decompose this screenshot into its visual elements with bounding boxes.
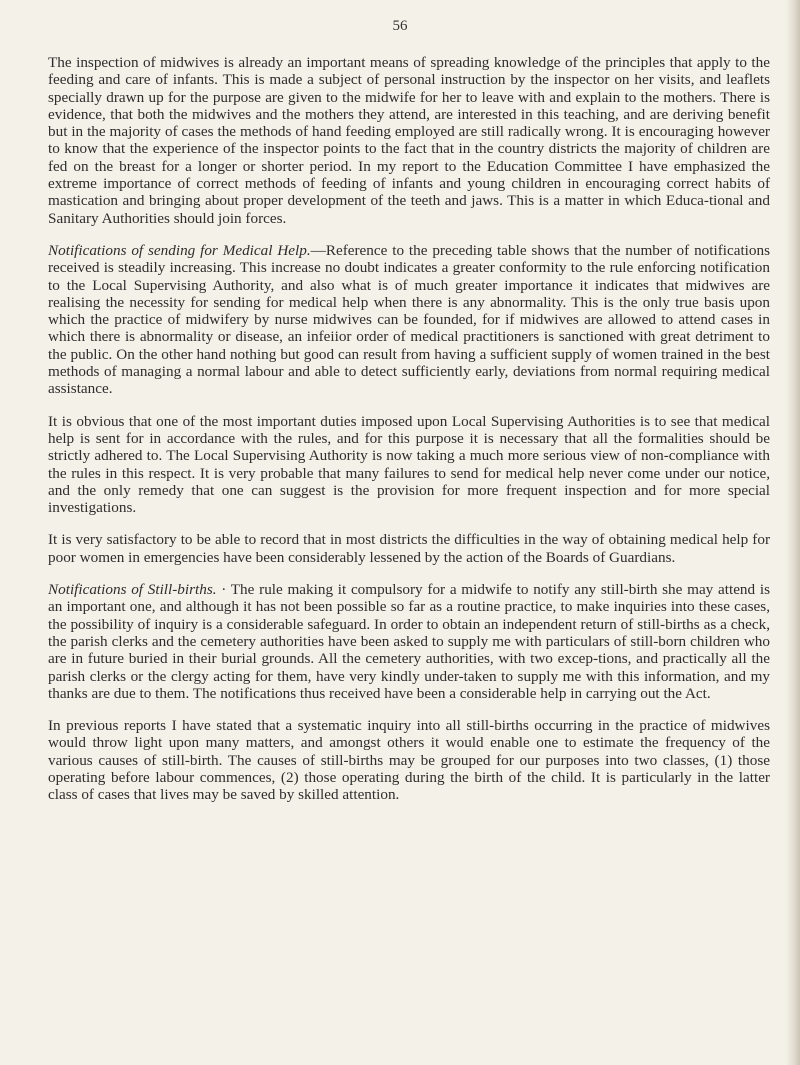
paragraph-infant-feeding xyxy=(48,54,770,227)
paragraph-supervising-duties xyxy=(48,413,770,517)
paragraph-guardians xyxy=(48,531,770,566)
paragraph-still-births-notifications xyxy=(48,581,770,702)
page-edge-shadow xyxy=(786,0,800,1065)
paragraph-text: In previous reports I have stated that a systematic inquiry into all still-births occurring in the practice of midwives would throw light upon many matters, and amongst others it would enable one to estimate the frequency of the various causes of still-birth. The causes of still-births may be grouped for our purposes into two classes, (1) those operating before labour commences, (2) those operating during the birth of the child. It is particularly in the latter class of cases that lives may be saved by skilled attention. xyxy=(48,717,770,804)
document-body xyxy=(48,54,770,819)
section-heading-medical-help: Notifications of sending for Medical Help. xyxy=(48,241,311,259)
paragraph-still-births-inquiry xyxy=(48,717,770,803)
paragraph-text: The inspection of midwives is already an important means of spreading knowledge of the principles that apply to the feeding and care of infants. This is made a subject of personal instruction by the inspector on her visits, and leaflets specially drawn up for the purpose are given to the midwife for her to leave with and explain to the mothers. There is evidence, that both the midwives and the mothers they attend, are interested in this teaching, and are deriving benefit but in the majority of cases the methods of hand feeding employed are still radically wrong. It is encouraging however to know that the experience of the inspector points to the fact that in the country districts the majority of children are fed on the breast for a longer or shorter period. In my report to the Education Committee I have emphasized the extreme importance of correct methods of feeding of infants and young children in encouraging correct habits of mastication and bringing about proper development of the teeth and jaws. This is a matter in which Educa-tional and Sanitary Authorities should join forces. xyxy=(48,54,770,227)
page-number: 56 xyxy=(392,18,408,34)
paragraph-text: · The rule making it compulsory for a midwife to notify any still-birth she may attend is an important one, and although it has not been possible so far as a routine practice, to make inquiries into these cases, the possibility of inquiry is a considerable safeguard. In order to obtain an independent return of still-births as a check, the parish clerks and the cemetery authorities have been asked to supply me with particulars of still-born children who are in future buried in their burial grounds. All the cemetery authorities, with two excep-tions, and practically all the parish clerks or the clergy acting for them, have very kindly under-taken to supply me with this information, and my thanks are due to them. The notifications thus received have been a considerable help in carrying out the Act. xyxy=(48,581,770,702)
paragraph-text: It is very satisfactory to be able to record that in most districts the difficulties in the way of obtaining medical help for poor women in emergencies have been considerably lessened by the action of the Boards of Guardians. xyxy=(48,531,770,566)
section-heading-still-births: Notifications of Still-births. xyxy=(48,581,217,599)
paragraph-text: It is obvious that one of the most important duties imposed upon Local Supervising Authorities is to see that medical help is sent for in accordance with the rules, and for this purpose it is necessary that all the formalities should be strictly adhered to. The Local Supervising Authority is now taking a much more serious view of non-compliance with the rules in this respect. It is very probable that many failures to send for medical help never come under our notice, and the only remedy that one can suggest is the provision for more frequent inspection and for more special investigations. xyxy=(48,412,770,517)
paragraph-medical-help-notifications xyxy=(48,242,770,398)
paragraph-text: —Reference to the preceding table shows that the number of notifications received is steadily increasing. This increase no doubt indicates a greater conformity to the rule enforcing notification to the Local Supervising Authority, and also what is of much greater importance it indicates that midwives are realising the necessity for sending for medical help when there is any abnormality. This is the only true basis upon which the practice of midwifery by nurse midwives can be founded, for if midwives are allowed to attend cases in which there is abnormality or disease, an infeiior order of medical practitioners is sanctioned with great detriment to the public. On the other hand nothing but good can result from having a sufficient supply of women trained in the best methods of managing a normal labour and able to detect sufficiently early, deviations from normal requiring medical assistance. xyxy=(48,241,770,398)
